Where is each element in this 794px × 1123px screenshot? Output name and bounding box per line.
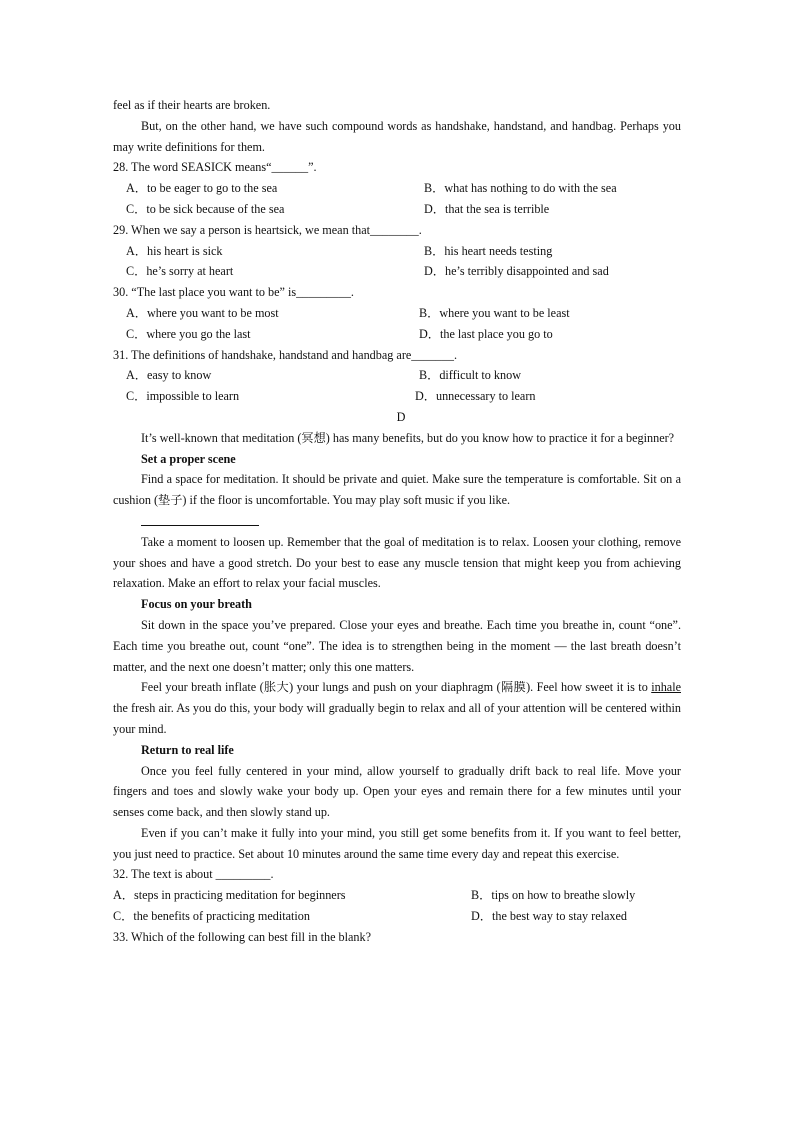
q30-option-d: D．the last place you go to bbox=[419, 326, 553, 341]
question-32-options-row2 bbox=[113, 906, 681, 927]
paragraph-loosen-up: Take a moment to loosen up. Remember that the goal of meditation is to relax. Loosen your clothing, remove your shoes and have a good stretch. Do your best to ease any muscle tension that might keep you from achieving relaxation. Make an effort to relax your facial muscles. bbox=[113, 534, 681, 591]
passage-d-intro: It’s well-known that meditation (冥想) has many benefits, but do you know how to practice it for a beginner? bbox=[141, 430, 675, 445]
compound-words-paragraph: But, on the other hand, we have such compound words as handshake, handstand, and handbag. Perhaps you may write definitions for them. bbox=[113, 118, 681, 154]
question-33-stem: 33. Which of the following can best fill in the blank? bbox=[113, 929, 372, 944]
q31-option-c: C．impossible to learn bbox=[126, 389, 240, 404]
q31-option-d: D．unnecessary to learn bbox=[415, 389, 536, 404]
q28-option-b: B．what has nothing to do with the sea bbox=[424, 181, 617, 196]
q28-option-a: A．to be eager to go to the sea bbox=[126, 181, 278, 196]
q29-option-a: A．his heart is sick bbox=[126, 243, 223, 258]
paragraph-return: Once you feel fully centered in your mind, allow yourself to gradually drift back to real life. Move your fingers and toes and slowly wake your body up. Open your eyes and remain there for a few minutes until your senses come back, and then slowly stand up. bbox=[113, 763, 681, 820]
question-30-options-row2 bbox=[113, 324, 681, 345]
heading-blank-line bbox=[141, 511, 259, 526]
question-30-options-row1 bbox=[113, 303, 681, 324]
heading-return-life: Return to real life bbox=[141, 742, 234, 757]
heading-set-scene: Set a proper scene bbox=[141, 451, 236, 466]
q29-option-d: D．he’s terribly disappointed and sad bbox=[424, 264, 609, 279]
heading-focus-breath: Focus on your breath bbox=[141, 597, 252, 612]
question-28-options-row1 bbox=[113, 178, 681, 199]
q32-option-d: D．the best way to stay relaxed bbox=[471, 909, 628, 924]
question-30-stem: 30. “The last place you want to be” is_________. bbox=[113, 285, 354, 300]
q31-option-b: B．difficult to know bbox=[419, 368, 522, 383]
question-28-options-row2 bbox=[113, 199, 681, 220]
question-29-options-row1 bbox=[113, 241, 681, 262]
paragraph-breathe: Sit down in the space you’ve prepared. Close your eyes and breathe. Each time you breathe in, count “one”. Each time you breathe out, count “one”. The idea is to strengthen being in the moment — the last breath doesn’t matter, and the next one doesn’t matter; only this one matters. bbox=[113, 617, 681, 674]
question-31-stem: 31. The definitions of handshake, handstand and handbag are_______. bbox=[113, 347, 457, 362]
paragraph-inflate-part2: the fresh air. As you do this, your body will gradually begin to relax and all of your attention will be centered within your mind. bbox=[113, 701, 681, 736]
q31-option-a: A．easy to know bbox=[126, 368, 212, 383]
question-31-options-row1 bbox=[113, 365, 681, 386]
q30-option-b: B．where you want to be least bbox=[419, 305, 570, 320]
passage-c-tail: feel as if their hearts are broken. bbox=[113, 98, 271, 112]
question-29-options-row2 bbox=[113, 261, 681, 282]
question-29-stem: 29. When we say a person is heartsick, we mean that________. bbox=[113, 222, 422, 237]
paragraph-set-scene: Find a space for meditation. It should be private and quiet. Make sure the temperature is comfortable. Sit on a cushion (垫子) if the floor is uncomfortable. You may play soft music if you like. bbox=[113, 472, 681, 508]
question-32-stem: 32. The text is about _________. bbox=[113, 867, 274, 882]
question-32-options-row1 bbox=[113, 885, 681, 906]
q29-option-c: C．he’s sorry at heart bbox=[126, 264, 234, 279]
paragraph-inflate bbox=[113, 677, 681, 739]
question-28-stem: 28. The word SEASICK means“______”. bbox=[113, 160, 317, 175]
exam-page bbox=[113, 95, 681, 948]
q30-option-a: A．where you want to be most bbox=[126, 305, 279, 320]
q32-option-b: B．tips on how to breathe slowly bbox=[471, 888, 636, 903]
paragraph-inflate-part1: Feel your breath inflate (胀大) your lungs and push on your diaphragm (隔膜). Feel how sweet it is to bbox=[141, 680, 652, 695]
q28-option-c: C．to be sick because of the sea bbox=[126, 201, 285, 216]
heading-blank bbox=[113, 511, 681, 532]
q30-option-c: C．where you go the last bbox=[126, 326, 251, 341]
q32-option-a: A．steps in practicing meditation for beginners bbox=[113, 888, 346, 903]
word-inhale: inhale bbox=[651, 680, 681, 695]
q28-option-d: D．that the sea is terrible bbox=[424, 201, 550, 216]
question-31-options-row2 bbox=[113, 386, 681, 407]
q32-option-c: C．the benefits of practicing meditation bbox=[113, 909, 310, 924]
q29-option-b: B．his heart needs testing bbox=[424, 243, 553, 258]
paragraph-practice: Even if you can’t make it fully into your mind, you still get some benefits from it. If you want to feel better, you just need to practice. Set about 10 minutes around the same time every day and repeat this exercise. bbox=[113, 825, 681, 861]
section-letter-d: D bbox=[396, 409, 406, 424]
